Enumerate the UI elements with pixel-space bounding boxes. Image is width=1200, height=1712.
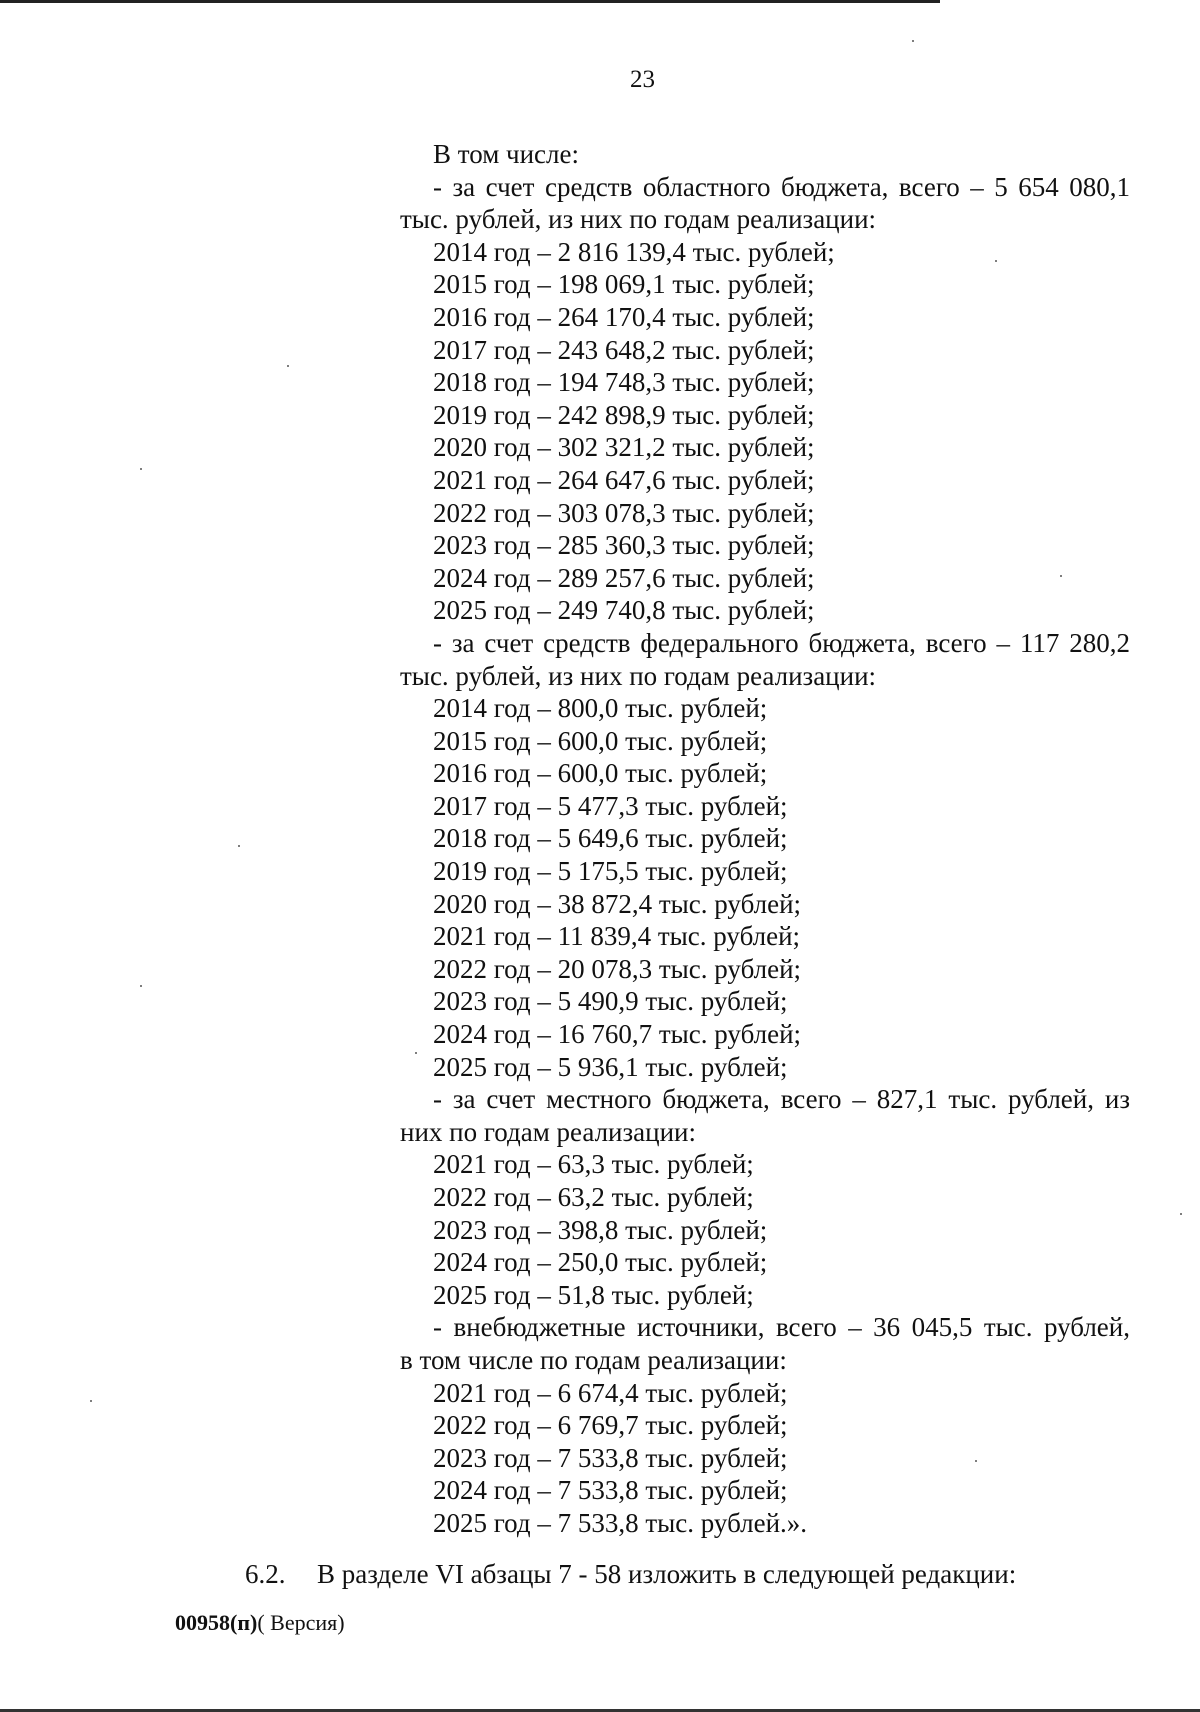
- federal-year-line: 2024 год – 16 760,7 тыс. рублей;: [433, 1019, 802, 1050]
- federal-year-line: 2020 год – 38 872,4 тыс. рублей;: [433, 888, 802, 919]
- regional-year-line: 2019 год – 242 898,9 тыс. рублей;: [433, 399, 815, 430]
- extrabudgetary-year-line: 2025 год – 7 533,8 тыс. рублей.».: [433, 1507, 808, 1538]
- local-budget-heading-cont: них по годам реализации:: [400, 1116, 696, 1147]
- regional-budget-heading-cont: тыс. рублей, из них по годам реализации:: [400, 204, 877, 235]
- scan-speck: [975, 1460, 977, 1462]
- local-year-line: 2022 год – 63,2 тыс. рублей;: [433, 1182, 754, 1212]
- local-year-line: 2025 год – 51,8 тыс. рублей;: [433, 1279, 754, 1310]
- extrabudgetary-year-line: 2022 год – 6 769,7 тыс. рублей;: [433, 1410, 788, 1441]
- local-budget-heading: - за счет местного бюджета, всего – 827,1 тыс. рублей, из: [433, 1084, 1130, 1115]
- regional-year-line: 2022 год – 303 078,3 тыс. рублей;: [433, 497, 815, 528]
- federal-year-line: 2025 год – 5 936,1 тыс. рублей;: [433, 1051, 788, 1082]
- regional-year-line: 2014 год – 2 816 139,4 тыс. рублей;: [433, 236, 835, 267]
- regional-year-line: 2021 год – 264 647,6 тыс. рублей;: [433, 464, 815, 495]
- regional-budget-heading: - за счет средств областного бюджета, всего – 5 654 080,1: [433, 171, 1130, 202]
- scan-speck: [1060, 575, 1062, 577]
- scan-speck: [140, 468, 142, 470]
- footer: [175, 1610, 345, 1636]
- extrabudgetary-year-line: 2021 год – 6 674,4 тыс. рублей;: [433, 1377, 788, 1408]
- document-version: ( Версия): [257, 1610, 345, 1635]
- extrabudgetary-heading: - внебюджетные источники, всего – 36 045,5 тыс. рублей,: [433, 1312, 1130, 1343]
- scan-speck: [995, 260, 997, 262]
- scan-speck: [140, 985, 142, 987]
- regional-year-line: 2016 год – 264 170,4 тыс. рублей;: [433, 301, 815, 332]
- federal-year-line: 2022 год – 20 078,3 тыс. рублей;: [433, 953, 802, 984]
- section-text: В разделе VI абзацы 7 - 58 изложить в следующей редакции:: [317, 1559, 1017, 1589]
- scan-speck: [287, 365, 289, 367]
- local-year-line: 2023 год – 398,8 тыс. рублей;: [433, 1214, 768, 1245]
- federal-year-line: 2014 год – 800,0 тыс. рублей;: [433, 693, 768, 724]
- local-year-line: 2021 год – 63,3 тыс. рублей;: [433, 1149, 754, 1180]
- federal-year-line: 2015 год – 600,0 тыс. рублей;: [433, 725, 768, 756]
- document-code: 00958(п): [175, 1610, 258, 1635]
- scan-speck: [912, 40, 914, 42]
- regional-year-line: 2023 год – 285 360,3 тыс. рублей;: [433, 530, 815, 561]
- regional-year-line: 2020 год – 302 321,2 тыс. рублей;: [433, 432, 815, 463]
- extrabudgetary-heading-cont: в том числе по годам реализации:: [400, 1344, 787, 1375]
- regional-year-line: 2015 год – 198 069,1 тыс. рублей;: [433, 269, 815, 300]
- federal-year-line: 2017 год – 5 477,3 тыс. рублей;: [433, 790, 788, 821]
- federal-budget-heading-cont: тыс. рублей, из них по годам реализации:: [400, 660, 877, 691]
- intro-line: В том числе:: [433, 139, 579, 169]
- section-item: [245, 1558, 1016, 1591]
- local-year-line: 2024 год – 250,0 тыс. рублей;: [433, 1247, 768, 1278]
- extrabudgetary-year-line: 2024 год – 7 533,8 тыс. рублей;: [433, 1475, 788, 1506]
- page-number: 23: [630, 66, 655, 93]
- scan-speck: [1180, 1213, 1182, 1215]
- federal-year-line: 2018 год – 5 649,6 тыс. рублей;: [433, 823, 788, 854]
- regional-year-line: 2024 год – 289 257,6 тыс. рублей;: [433, 562, 815, 593]
- regional-year-line: 2018 год – 194 748,3 тыс. рублей;: [433, 367, 815, 398]
- extrabudgetary-year-line: 2023 год – 7 533,8 тыс. рублей;: [433, 1442, 788, 1473]
- federal-year-line: 2023 год – 5 490,9 тыс. рублей;: [433, 986, 788, 1017]
- regional-year-line: 2017 год – 243 648,2 тыс. рублей;: [433, 334, 815, 365]
- federal-year-line: 2016 год – 600,0 тыс. рублей;: [433, 758, 768, 789]
- scan-top-border: [0, 0, 940, 3]
- federal-year-line: 2021 год – 11 839,4 тыс. рублей;: [433, 921, 801, 952]
- document-body: [400, 138, 1130, 1540]
- section-number: 6.2.: [245, 1559, 286, 1589]
- regional-year-line: 2025 год – 249 740,8 тыс. рублей;: [433, 595, 815, 626]
- federal-budget-heading: - за счет средств федерального бюджета, всего – 117 280,2: [433, 627, 1130, 658]
- scan-speck: [238, 845, 240, 847]
- scan-speck: [415, 1052, 417, 1054]
- scan-speck: [90, 1400, 92, 1402]
- federal-year-line: 2019 год – 5 175,5 тыс. рублей;: [433, 856, 788, 887]
